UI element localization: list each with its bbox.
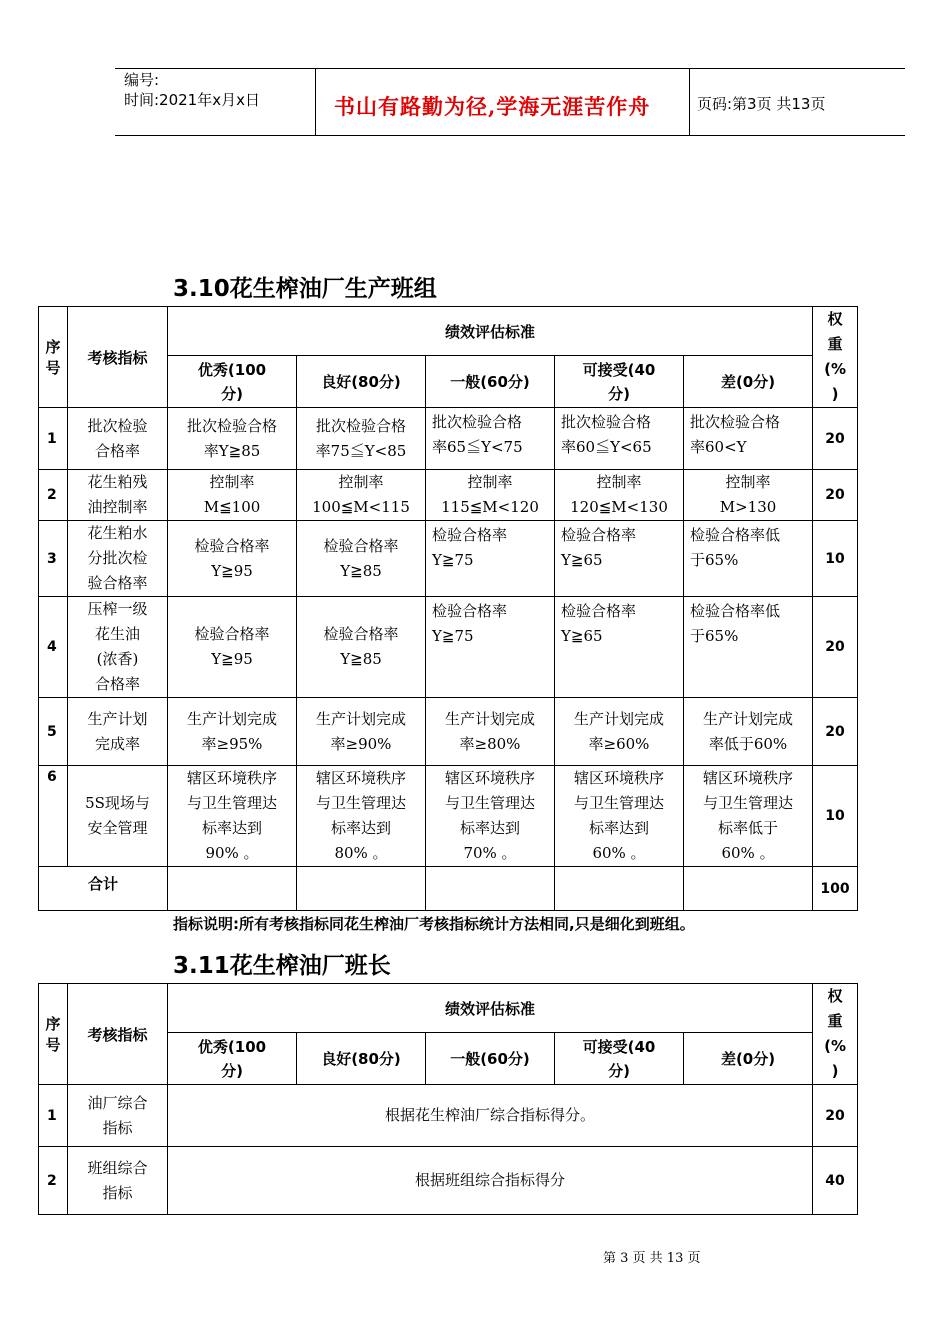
row-level-excellent: 生产计划完成 率≥95% (168, 698, 297, 766)
total-weight: 100 (813, 867, 858, 911)
total-empty-cell (684, 867, 813, 911)
row-criteria: 根据花生榨油厂综合指标得分。 (168, 1085, 813, 1147)
col-header-acceptable: 可接受(40 分) (555, 356, 684, 408)
row-level-excellent: 检验合格率 Y≧95 (168, 521, 297, 597)
row-seq: 5 (39, 698, 68, 766)
table-total-row (39, 867, 858, 911)
row-indicator: 花生粕残 油控制率 (68, 470, 168, 521)
row-level-poor: 批次检验合格 率60<Y (684, 408, 813, 470)
row-level-excellent: 控制率 M≦100 (168, 470, 297, 521)
col-header-good: 良好(80分) (297, 1033, 426, 1085)
row-weight: 20 (813, 408, 858, 470)
page-footer: 第 3 页 共 13 页 (603, 1251, 701, 1266)
header-divider-right (689, 68, 690, 136)
col-header-weight: 权 重 (% ) (813, 307, 858, 408)
col-header-weight: 权 重 (% ) (813, 984, 858, 1085)
total-empty-cell (297, 867, 426, 911)
indicator-note: 指标说明:所有考核指标同花生榨油厂考核指标统计方法相同,只是细化到班组。 (173, 915, 695, 933)
header-motto: 书山有路勤为径,学海无涯苦作舟 (334, 94, 651, 119)
row-level-good: 批次检验合格 率75≦Y<85 (297, 408, 426, 470)
total-label: 合计 (39, 867, 168, 911)
row-weight: 10 (813, 521, 858, 597)
row-level-acceptable: 辖区环境秩序 与卫生管理达 标率达到 60% 。 (555, 766, 684, 867)
col-header-seq: 序 号 (39, 984, 68, 1085)
header-bottom-rule (115, 135, 905, 136)
row-level-acceptable: 控制率 120≦M<130 (555, 470, 684, 521)
team-leader-table (38, 983, 858, 1215)
row-level-poor: 辖区环境秩序 与卫生管理达 标率低于 60% 。 (684, 766, 813, 867)
col-header-poor: 差(0分) (684, 356, 813, 408)
row-weight: 20 (813, 1085, 858, 1147)
col-header-poor: 差(0分) (684, 1033, 813, 1085)
row-seq: 1 (39, 408, 68, 470)
total-empty-cell (168, 867, 297, 911)
row-indicator: 班组综合 指标 (68, 1147, 168, 1215)
row-level-good: 辖区环境秩序 与卫生管理达 标率达到 80% 。 (297, 766, 426, 867)
row-level-poor: 控制率 M>130 (684, 470, 813, 521)
col-header-criteria: 绩效评估标准 (168, 984, 813, 1033)
row-level-acceptable: 检验合格率 Y≧65 (555, 521, 684, 597)
col-header-criteria: 绩效评估标准 (168, 307, 813, 356)
col-header-excellent: 优秀(100 分) (168, 356, 297, 408)
table-row (39, 597, 858, 698)
row-indicator: 生产计划 完成率 (68, 698, 168, 766)
col-header-excellent: 优秀(100 分) (168, 1033, 297, 1085)
table-row (39, 766, 858, 867)
row-level-good: 控制率 100≦M<115 (297, 470, 426, 521)
row-level-acceptable: 生产计划完成 率≥60% (555, 698, 684, 766)
row-level-average: 辖区环境秩序 与卫生管理达 标率达到 70% 。 (426, 766, 555, 867)
col-header-indicator: 考核指标 (68, 307, 168, 408)
col-header-average: 一般(60分) (426, 356, 555, 408)
row-indicator: 油厂综合 指标 (68, 1085, 168, 1147)
header-page-label: 页码:第3页 共13页 (697, 95, 826, 113)
row-level-poor: 检验合格率低 于65% (684, 521, 813, 597)
production-team-table (38, 306, 858, 911)
row-criteria: 根据班组综合指标得分 (168, 1147, 813, 1215)
row-weight: 20 (813, 470, 858, 521)
section-title-3-11: 3.11花生榨油厂班长 (173, 953, 391, 979)
row-level-excellent: 辖区环境秩序 与卫生管理达 标率达到 90% 。 (168, 766, 297, 867)
row-seq: 2 (39, 470, 68, 521)
row-level-average: 检验合格率 Y≧75 (426, 597, 555, 698)
row-level-average: 检验合格率 Y≧75 (426, 521, 555, 597)
total-empty-cell (555, 867, 684, 911)
row-level-acceptable: 批次检验合格 率60≦Y<65 (555, 408, 684, 470)
header-time-label: 时间:2021年x月x日 (124, 91, 260, 109)
row-level-good: 生产计划完成 率≥90% (297, 698, 426, 766)
row-level-average: 生产计划完成 率≥80% (426, 698, 555, 766)
row-seq: 2 (39, 1147, 68, 1215)
row-seq: 6 (39, 766, 68, 867)
header-divider-left (315, 68, 316, 136)
row-level-good: 检验合格率 Y≧85 (297, 597, 426, 698)
row-seq: 1 (39, 1085, 68, 1147)
col-header-seq: 序 号 (39, 307, 68, 408)
row-level-average: 控制率 115≦M<120 (426, 470, 555, 521)
col-header-good: 良好(80分) (297, 356, 426, 408)
table-row (39, 408, 858, 470)
row-indicator: 批次检验 合格率 (68, 408, 168, 470)
header-number-label: 编号: (124, 71, 160, 89)
row-level-excellent: 批次检验合格 率Y≧85 (168, 408, 297, 470)
table-row (39, 1147, 858, 1215)
table-row (39, 698, 858, 766)
row-level-average: 批次检验合格 率65≦Y<75 (426, 408, 555, 470)
row-weight: 20 (813, 698, 858, 766)
col-header-acceptable: 可接受(40 分) (555, 1033, 684, 1085)
section-title-3-10: 3.10花生榨油厂生产班组 (173, 276, 437, 302)
row-seq: 3 (39, 521, 68, 597)
row-weight: 20 (813, 597, 858, 698)
row-weight: 40 (813, 1147, 858, 1215)
header-top-rule (115, 68, 905, 69)
total-empty-cell (426, 867, 555, 911)
row-level-excellent: 检验合格率 Y≧95 (168, 597, 297, 698)
table-row (39, 470, 858, 521)
row-seq: 4 (39, 597, 68, 698)
col-header-indicator: 考核指标 (68, 984, 168, 1085)
row-indicator: 花生粕水 分批次检 验合格率 (68, 521, 168, 597)
table-row (39, 1085, 858, 1147)
row-level-acceptable: 检验合格率 Y≧65 (555, 597, 684, 698)
row-indicator: 压榨一级 花生油 (浓香) 合格率 (68, 597, 168, 698)
row-level-poor: 检验合格率低 于65% (684, 597, 813, 698)
table-row (39, 521, 858, 597)
col-header-average: 一般(60分) (426, 1033, 555, 1085)
row-weight: 10 (813, 766, 858, 867)
row-level-good: 检验合格率 Y≧85 (297, 521, 426, 597)
row-level-poor: 生产计划完成 率低于60% (684, 698, 813, 766)
row-indicator: 5S现场与 安全管理 (68, 766, 168, 867)
